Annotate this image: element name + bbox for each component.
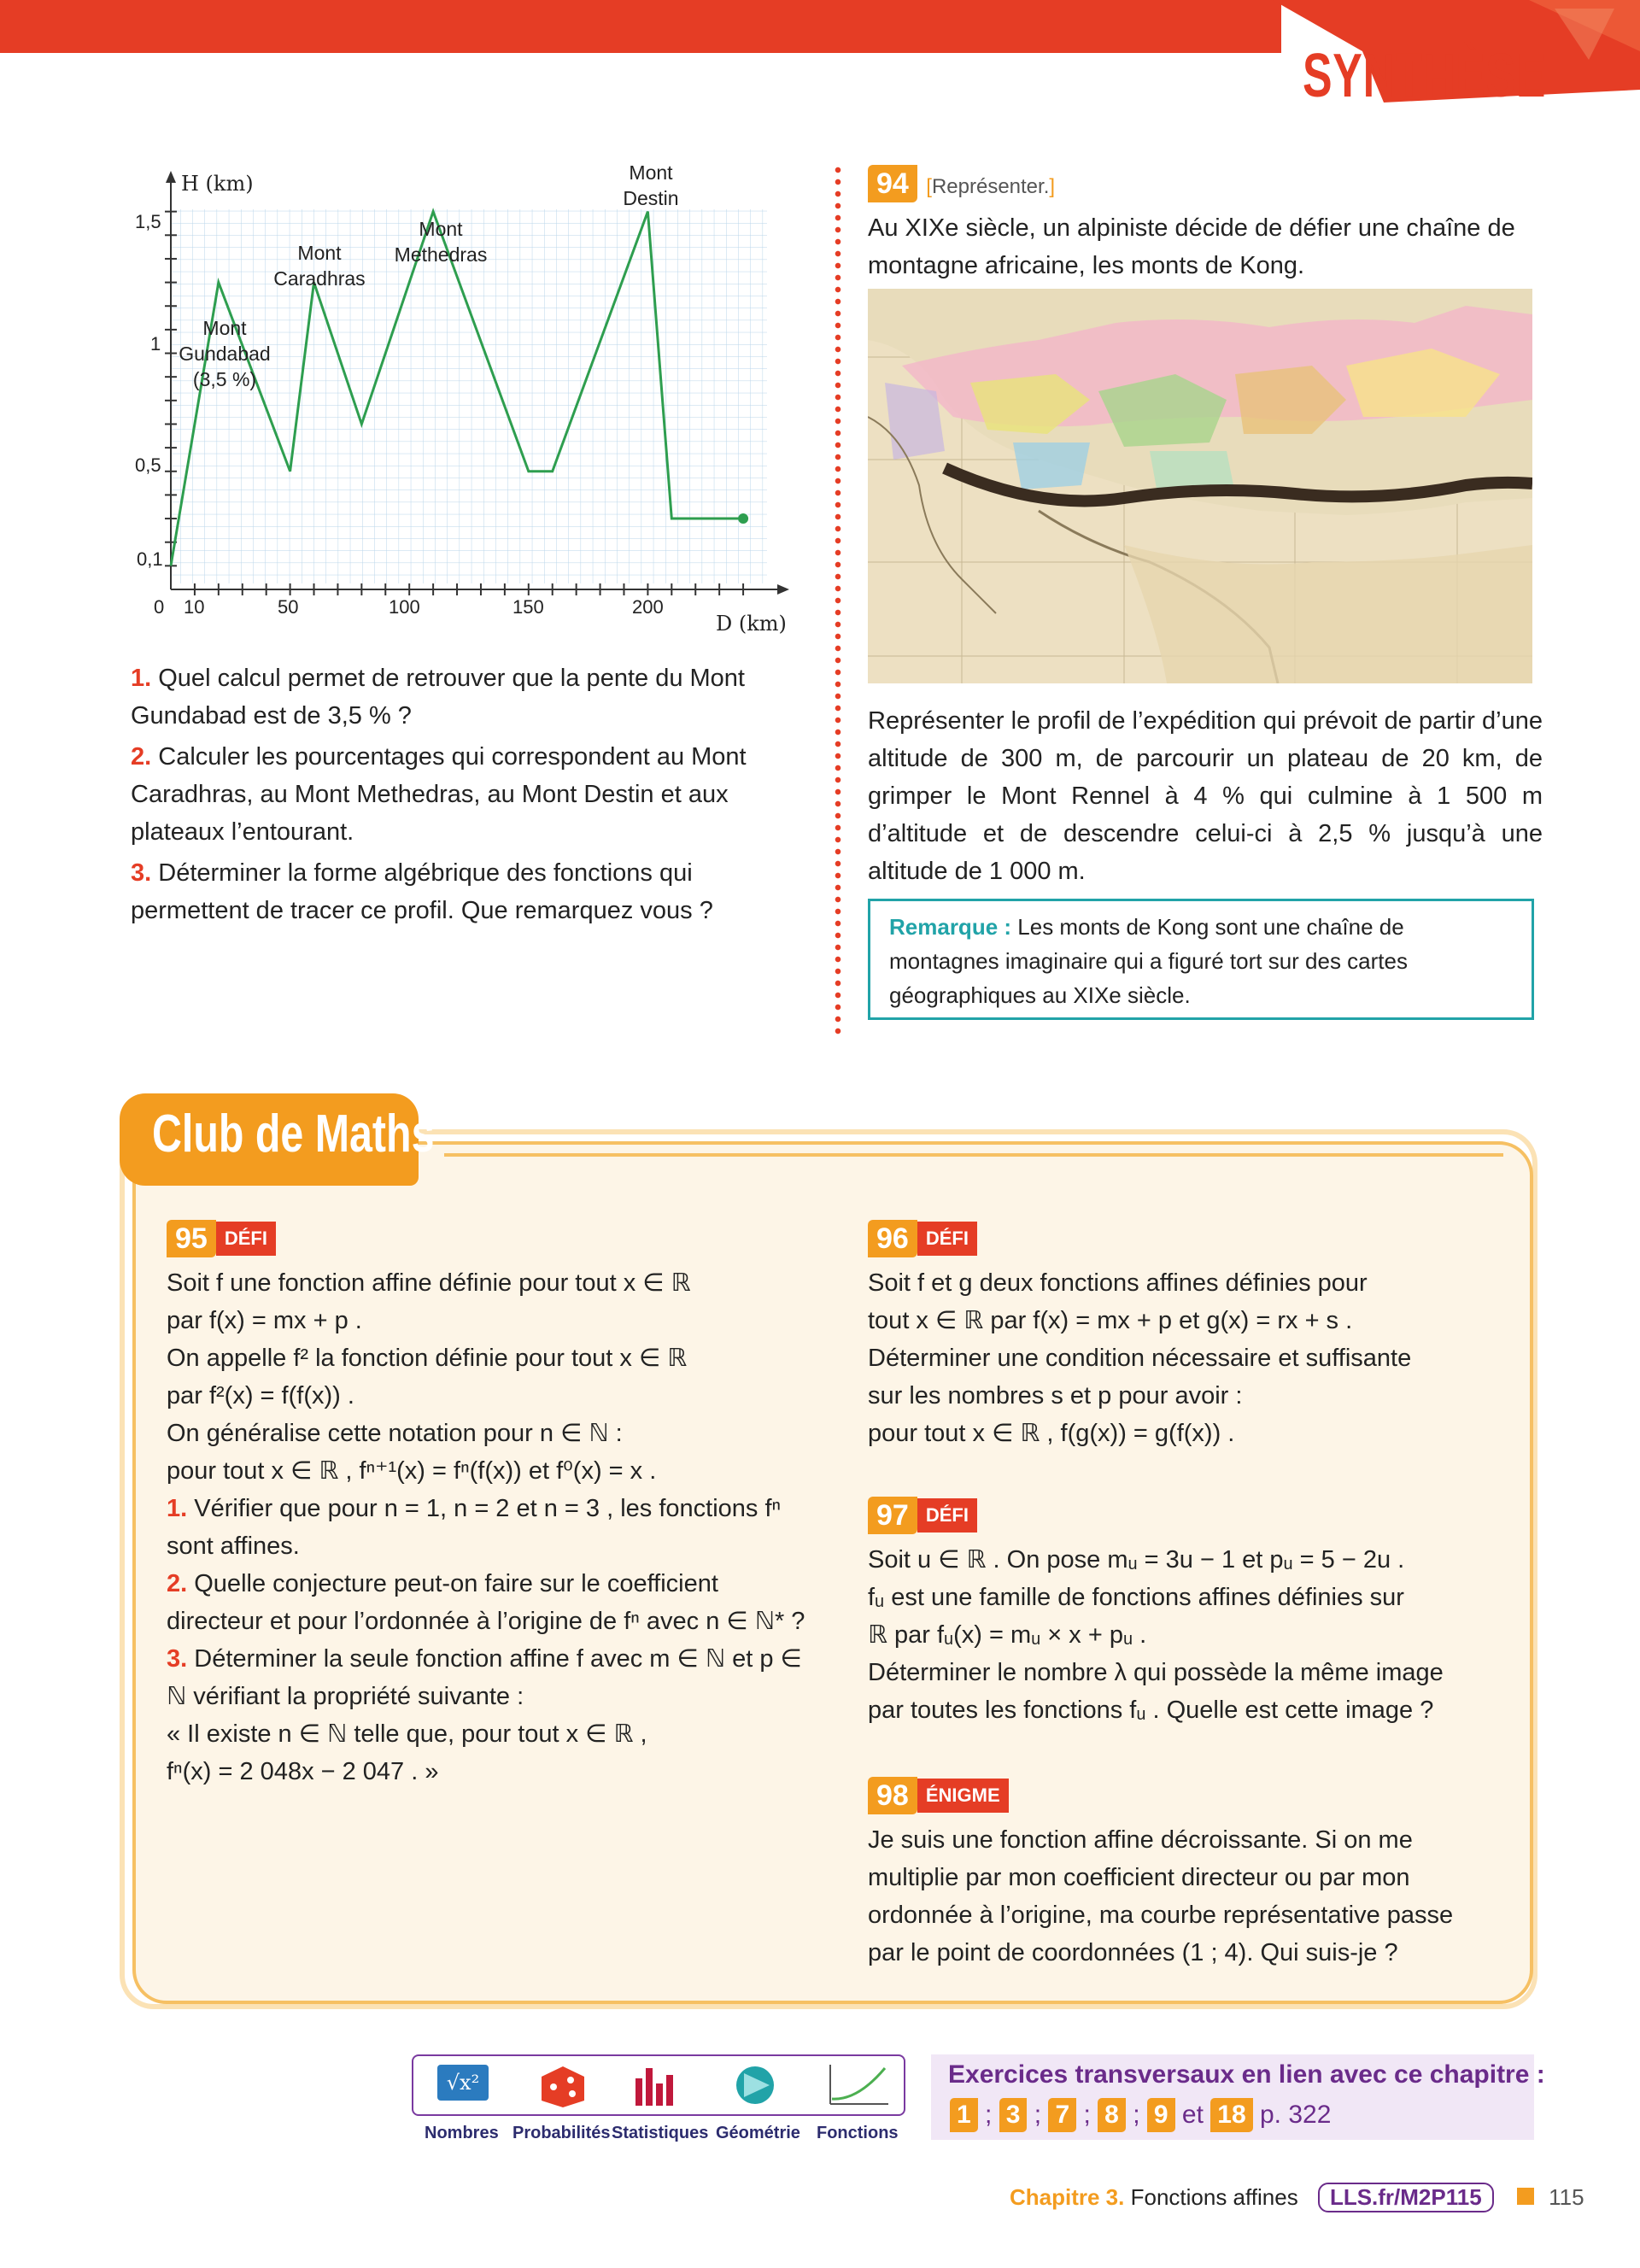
- text-line: fᵤ est une famille de fonctions affines définies sur: [868, 1584, 1404, 1611]
- footer-square: [1517, 2188, 1534, 2205]
- text-line: Déterminer le nombre λ qui possède la même image: [868, 1659, 1444, 1686]
- text-line: Déterminer une condition nécessaire et suffisante: [868, 1345, 1412, 1372]
- exercise-97: [868, 1497, 1517, 1729]
- exercise-number: 98: [868, 1777, 917, 1814]
- category-label: Fonctions: [817, 2124, 899, 2142]
- exercise-98: [868, 1777, 1517, 1972]
- numbers-icon: √x²: [437, 2065, 489, 2101]
- category-label: Probabilités: [512, 2124, 611, 2142]
- exercise-number: 97: [868, 1497, 917, 1534]
- text-line: ℝ par fᵤ(x) = mᵤ × x + pᵤ .: [868, 1621, 1147, 1649]
- page-footer: [1010, 2183, 1584, 2212]
- challenge-tag: DÉFI: [917, 1498, 977, 1533]
- header-bar: [0, 0, 1281, 53]
- page-ref: p. 322: [1260, 2101, 1332, 2129]
- text-line: sur les nombres s et p pour avoir :: [868, 1382, 1243, 1409]
- exercise-94-body: [868, 702, 1543, 890]
- chart-questions: [131, 659, 814, 929]
- x-tick-label: 100: [389, 596, 420, 618]
- exercise-link[interactable]: 18: [1210, 2098, 1252, 2132]
- x-tick-label: 10: [184, 596, 205, 618]
- chapter-number: Chapitre 3.: [1010, 2184, 1125, 2210]
- online-link[interactable]: LLS.fr/M2P115: [1318, 2183, 1494, 2212]
- text-line: On généralise cette notation pour n ∈ ℕ :: [167, 1420, 623, 1447]
- question-2: 2. Quelle conjecture peut-on faire sur le coefficient directeur et pour l’ordonnée à l’origine de fⁿ avec n ∈ ℕ* ?: [167, 1570, 805, 1635]
- text-line: tout x ∈ ℝ par f(x) = mx + p et g(x) = rx + s .: [868, 1307, 1353, 1334]
- text-line: « Il existe n ∈ ℕ telle que, pour tout x ∈ ℝ ,: [167, 1720, 647, 1748]
- exercise-number: 94: [868, 165, 917, 202]
- question-1: 1. Quel calcul permet de retrouver que la pente du Mont Gundabad est de 3,5 % ?: [131, 665, 745, 730]
- question-3: 3. Déterminer la seule fonction affine f avec m ∈ ℕ et p ∈ ℕ vérifiant la propriété suivante :: [167, 1645, 802, 1710]
- question-1: 1. Vérifier que pour n = 1, n = 2 et n = 3 , les fonctions fⁿ sont affines.: [167, 1495, 782, 1560]
- transversal-title: Exercices transversaux en lien avec ce chapitre :: [948, 2060, 1545, 2089]
- text-line: Soit f et g deux fonctions affines définies pour: [868, 1269, 1368, 1297]
- exercise-link[interactable]: 9: [1147, 2098, 1175, 2132]
- remark-box: [868, 899, 1534, 1020]
- chapter-title: Fonctions affines: [1130, 2184, 1298, 2210]
- y-tick-label: 1: [150, 333, 161, 355]
- y-tick-label: 0,5: [135, 454, 161, 476]
- category-label: Géométrie: [716, 2124, 800, 2142]
- annotation-destin: Destin: [623, 187, 679, 209]
- exercise-link[interactable]: 8: [1098, 2098, 1126, 2132]
- annotation-methedras: Mont: [419, 218, 463, 240]
- y-tick-label: 0,1: [137, 548, 163, 570]
- annotation-methedras: Methedras: [394, 243, 488, 266]
- africa-map-image: [868, 289, 1532, 683]
- category-icons-box: [412, 2054, 905, 2116]
- text-line: Je suis une fonction affine décroissante. Si on me: [868, 1826, 1413, 1854]
- exercise-link[interactable]: 1: [950, 2098, 978, 2132]
- text-line: pour tout x ∈ ℝ , fⁿ⁺¹(x) = fⁿ(f(x)) et f⁰(x) = x .: [167, 1457, 657, 1485]
- exercise-link[interactable]: 3: [999, 2098, 1028, 2132]
- annotation-destin: Mont: [629, 162, 673, 184]
- dotted-separator: [835, 164, 841, 1035]
- text-line: par f²(x) = f(f(x)) .: [167, 1382, 354, 1409]
- text-line: pour tout x ∈ ℝ , f(g(x)) = g(f(x)) .: [868, 1420, 1235, 1447]
- y-tick-label: 1,5: [135, 211, 161, 232]
- question-2: 2. Calculer les pourcentages qui correspondent au Mont Caradhras, au Mont Methedras, au Mont Destin et aux plateaux l’entourant.: [131, 743, 747, 846]
- text-line: ordonnée à l’origine, ma courbe représentative passe: [868, 1902, 1454, 1929]
- transversal-links: 1 ; 3 ; 7 ; 8 ; 9 et 18 p. 322: [950, 2098, 1331, 2132]
- geometry-icon: [725, 2061, 785, 2109]
- club-title-line: [444, 1153, 1503, 1157]
- question-3: 3. Déterminer la forme algébrique des fonctions qui permettent de tracer ce profil. Que remarquez vous ?: [131, 859, 713, 924]
- x-axis-label: D (km): [716, 612, 787, 636]
- text-line: par f(x) = mx + p .: [167, 1307, 362, 1334]
- x-tick-label: 50: [278, 596, 299, 618]
- section-title: SYNTHÈSE: [1303, 42, 1547, 110]
- category-label: Nombres: [425, 2124, 499, 2142]
- x-tick-label: 150: [512, 596, 544, 618]
- annotation-caradhras: Caradhras: [273, 267, 366, 290]
- exercise-number: 95: [167, 1220, 216, 1257]
- skill-tag: [Représenter.]: [926, 175, 1056, 198]
- exercise-body: Représenter le profil de l’expédition qui prévoit de partir d’une altitude de 300 m, de parcourir un plateau de 20 km, de grimper le Mont Rennel à 4 % qui culmine à 1 500 m d’altitude et de descendre celui-ci à 2,5 % jusqu’à une altitude de 1 000 m.: [868, 707, 1543, 885]
- text-line: multiplie par mon coefficient directeur ou par mon: [868, 1864, 1410, 1891]
- annotation-gundabad: Gundabad: [179, 343, 271, 365]
- remark-label: Remarque :: [889, 914, 1012, 940]
- function-curve-icon: [823, 2061, 892, 2109]
- category-label: Statistiques: [612, 2124, 709, 2142]
- exercise-96: [868, 1220, 1517, 1452]
- exercise-number: 96: [868, 1220, 917, 1257]
- y-axis-label: H (km): [181, 172, 254, 196]
- dice-icon: [533, 2061, 593, 2109]
- annotation-gundabad: (3,5 %): [192, 368, 257, 390]
- annotation-caradhras: Mont: [297, 242, 342, 264]
- x-tick-label: 200: [632, 596, 664, 618]
- annotation-gundabad: Mont: [202, 317, 247, 339]
- exercise-94: [868, 165, 1543, 284]
- remark-text: Les monts de Kong sont une chaîne de montagnes imaginaire qui a figuré tort sur des cartes géographiques au XIXe siècle.: [889, 914, 1408, 1008]
- enigma-tag: ÉNIGME: [917, 1779, 1009, 1813]
- text-line: Soit u ∈ ℝ . On pose mᵤ = 3u − 1 et pᵤ = 5 − 2u .: [868, 1546, 1405, 1574]
- exercise-link[interactable]: 7: [1048, 2098, 1076, 2132]
- text-line: On appelle f² la fonction définie pour tout x ∈ ℝ: [167, 1345, 688, 1372]
- text-line: Soit f une fonction affine définie pour tout x ∈ ℝ: [167, 1269, 691, 1297]
- text-line: par toutes les fonctions fᵤ . Quelle est cette image ?: [868, 1697, 1434, 1724]
- page-number: 115: [1549, 2184, 1584, 2210]
- exercise-intro: Au XIXe siècle, un alpiniste décide de défier une chaîne de montagne africaine, les monts de Kong.: [868, 214, 1515, 279]
- x-tick-label: 0: [154, 596, 165, 618]
- profile-chart: [120, 162, 803, 641]
- challenge-tag: DÉFI: [917, 1222, 977, 1256]
- club-title: Club de Maths: [152, 1105, 435, 1163]
- bar-chart-icon: [627, 2061, 687, 2109]
- exercise-95: [167, 1220, 816, 1790]
- challenge-tag: DÉFI: [216, 1222, 276, 1256]
- profile-end-point: [738, 513, 748, 524]
- text-line: fⁿ(x) = 2 048x − 2 047 . »: [167, 1758, 439, 1785]
- text-line: par le point de coordonnées (1 ; 4). Qui suis-je ?: [868, 1939, 1398, 1966]
